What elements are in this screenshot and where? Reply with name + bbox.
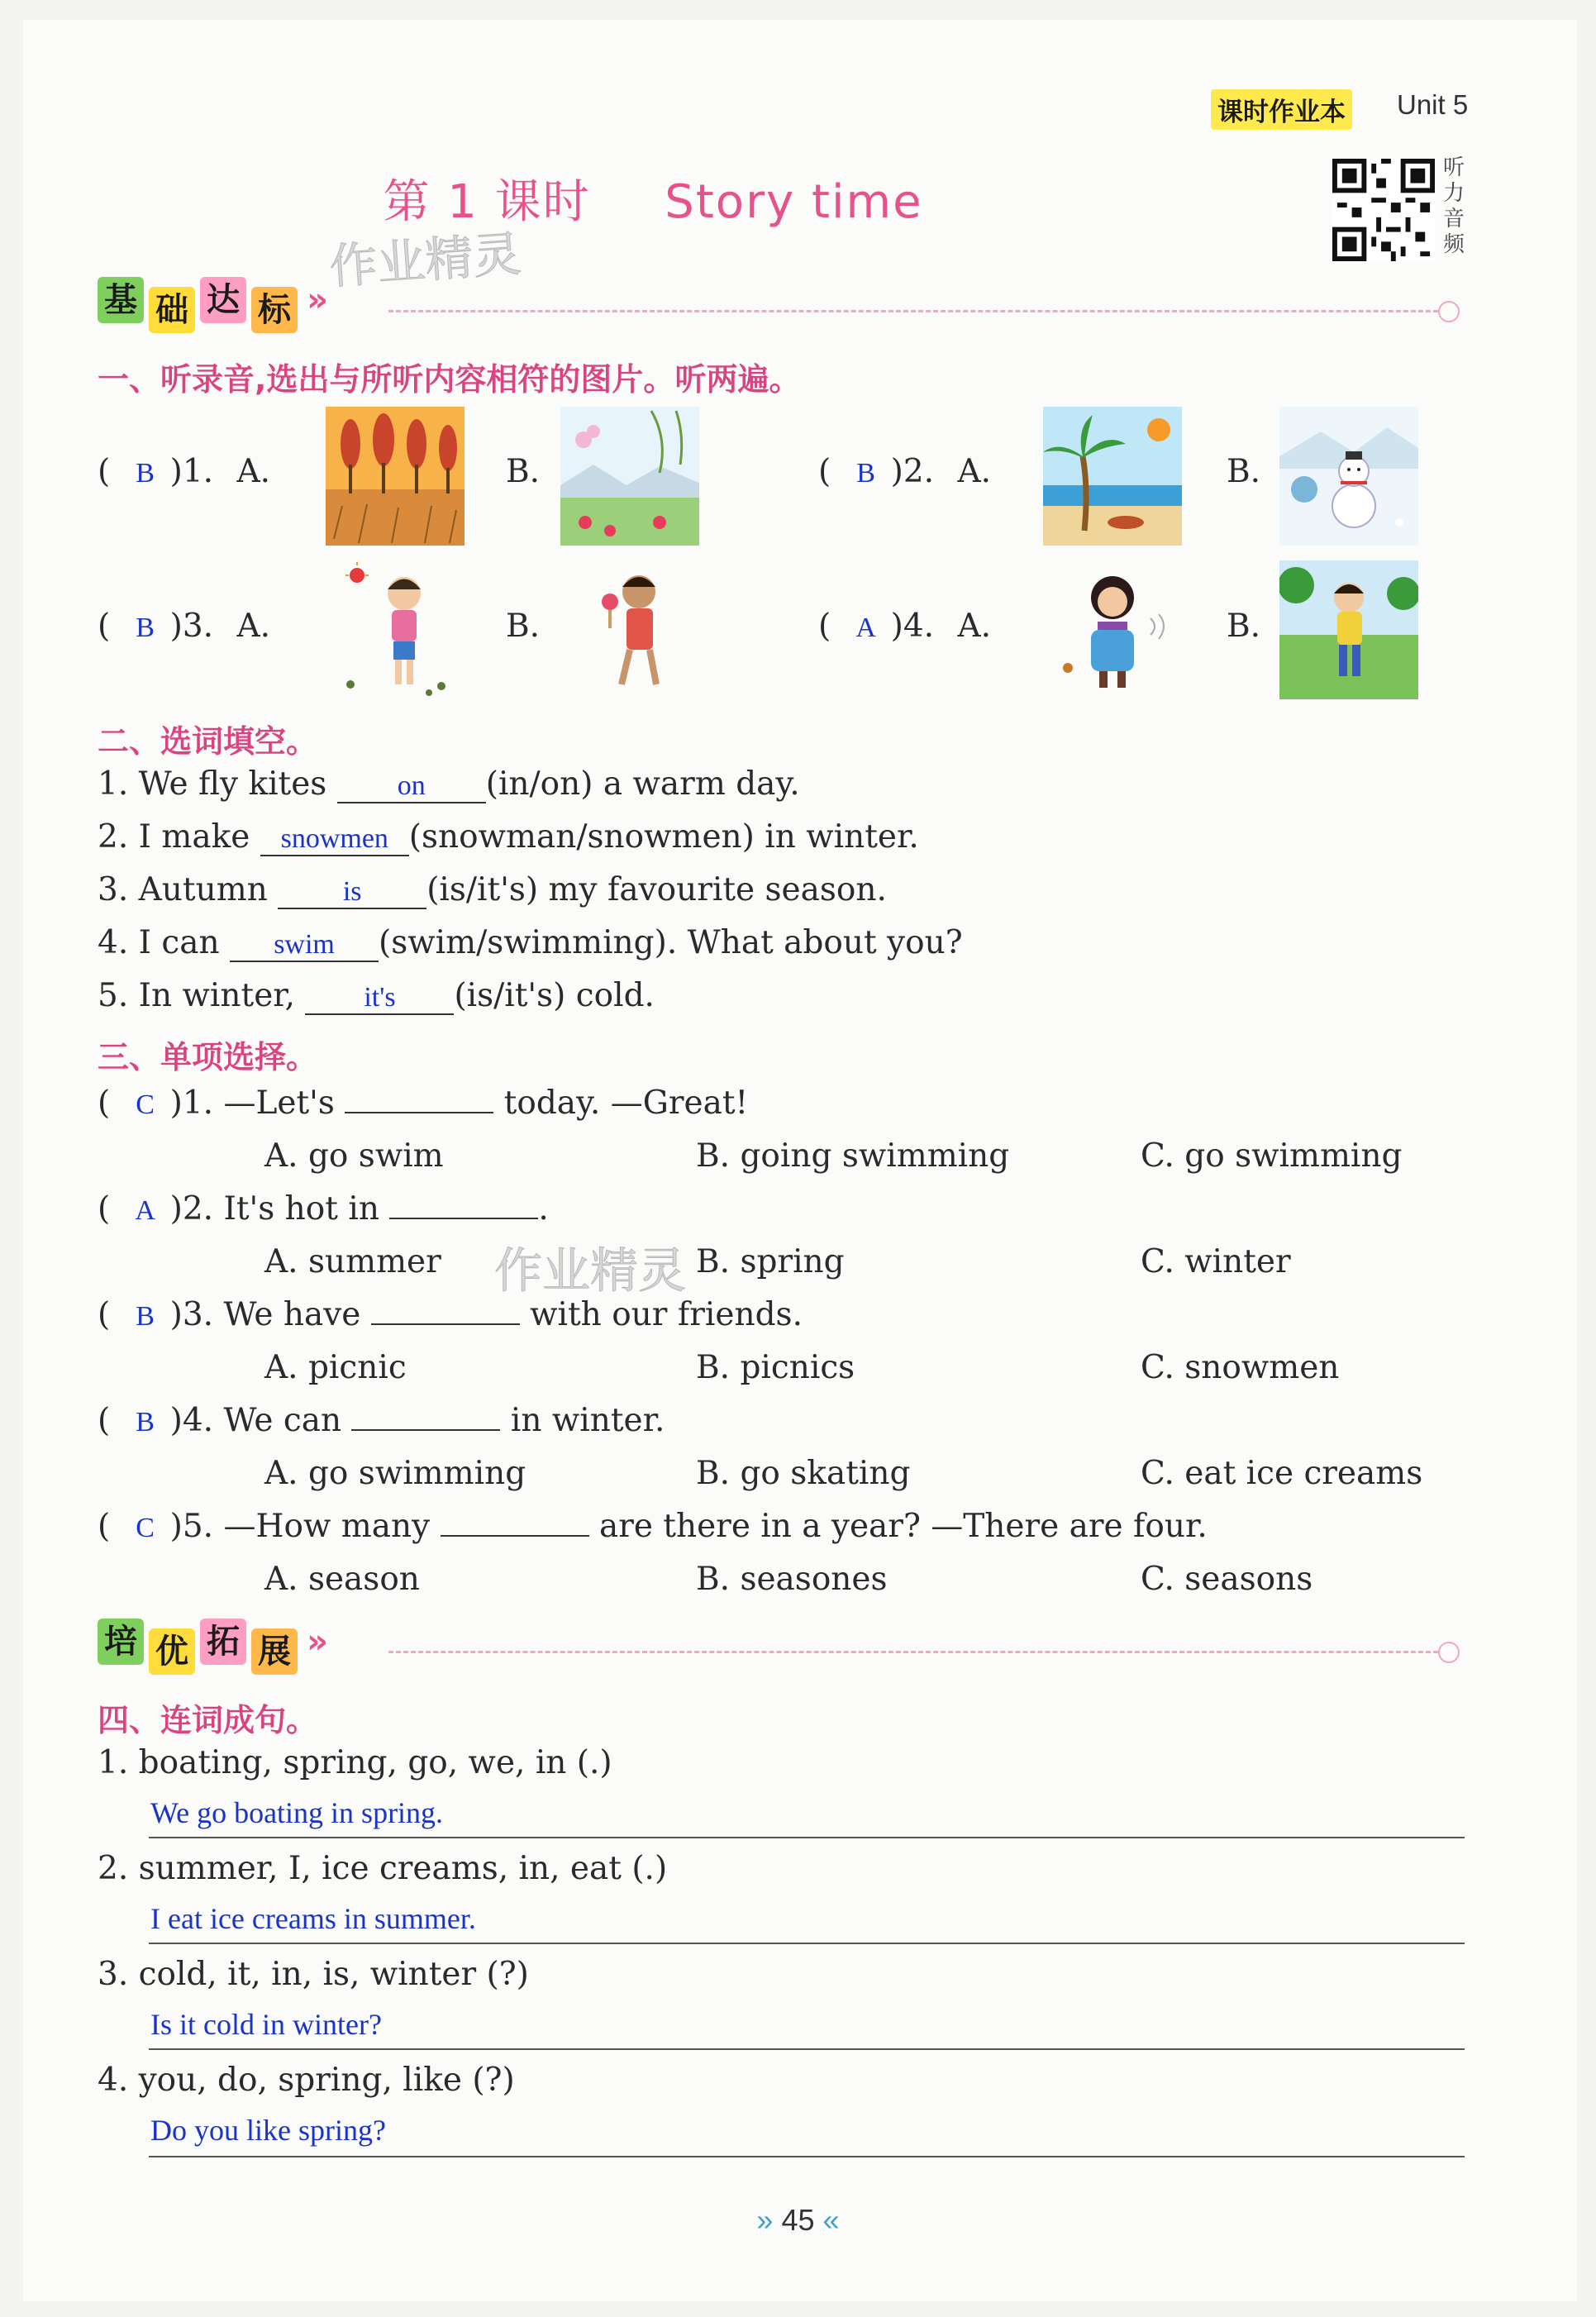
badge-char: 达 — [200, 277, 246, 323]
question-blank — [351, 1429, 500, 1431]
listen-audio-label[interactable]: 听力音频 — [1443, 155, 1465, 257]
item-number: 4. — [182, 1402, 214, 1439]
question-blank — [345, 1112, 493, 1113]
reorder-item-4 — [98, 2062, 515, 2099]
winter-snowman-picture — [1279, 407, 1418, 546]
item-number: 2. — [903, 453, 935, 490]
girl-in-winter-picture — [1043, 560, 1182, 699]
badge-char: 优 — [149, 1628, 195, 1675]
option-a[interactable]: A. picnic — [264, 1349, 407, 1386]
listen-item-2: ( B )2. A. — [818, 453, 992, 490]
badge-char: 拓 — [200, 1619, 246, 1665]
end-circle-icon — [1438, 1642, 1460, 1663]
sentence-start: I can — [138, 924, 220, 961]
answer-sentence[interactable]: Is it cold in winter? — [150, 2008, 382, 2041]
answer-line — [149, 2048, 1465, 2050]
option-b[interactable]: B. seasones — [696, 1561, 888, 1598]
autumn-trees-picture — [326, 407, 465, 546]
boy-in-spring-picture — [326, 560, 465, 699]
sentence-end: (snowman/snowmen) in winter. — [408, 818, 919, 856]
question-start: —How many — [223, 1508, 431, 1545]
option-b-label: B. — [1227, 453, 1261, 490]
answer: A — [135, 1195, 155, 1226]
item-number: 2. — [98, 818, 129, 856]
item-number: 4. — [98, 2062, 129, 2099]
fill-item-4 — [98, 924, 963, 962]
lesson-number: 第 1 课时 — [383, 175, 591, 229]
answer: A — [855, 613, 876, 643]
listen-item-3: ( B )3. A. — [98, 608, 271, 645]
answer-blank[interactable]: snowmen — [260, 823, 409, 856]
item-number: 3. — [98, 871, 129, 908]
option-a[interactable]: A. season — [264, 1561, 420, 1598]
sentence-start: In winter, — [138, 977, 296, 1014]
reorder-item-3 — [98, 1956, 529, 1993]
book-title-badge: 课时作业本 — [1211, 89, 1352, 130]
option-b-label: B. — [506, 608, 541, 645]
option-b-label: B. — [506, 453, 541, 490]
end-circle-icon — [1438, 301, 1460, 322]
boy-outdoors-picture — [1279, 560, 1418, 699]
item-number: 5. — [98, 977, 129, 1014]
answer-line — [149, 1943, 1465, 1944]
question-end: are there in a year? —There are four. — [598, 1508, 1208, 1545]
word-list: summer, I, ice creams, in, eat (.) — [138, 1850, 668, 1887]
item-number: 4. — [903, 608, 935, 645]
option-b[interactable]: B. picnics — [696, 1349, 855, 1386]
answer-blank[interactable]: on — [337, 770, 486, 803]
sentence-start: I make — [138, 818, 250, 856]
question-end: with our friends. — [530, 1296, 803, 1333]
answer-line — [149, 1837, 1465, 1838]
option-b[interactable]: B. going swimming — [696, 1137, 1010, 1175]
item-number: 5. — [182, 1508, 214, 1545]
fill-item-3 — [98, 871, 887, 909]
sentence-start: Autumn — [138, 871, 268, 908]
option-b[interactable]: B. spring — [696, 1243, 845, 1280]
section-badge-extend — [98, 1619, 328, 1676]
unit-label: Unit 5 — [1397, 89, 1469, 120]
fill-item-1 — [98, 765, 800, 803]
word-list: you, do, spring, like (?) — [138, 2062, 515, 2099]
divider — [388, 310, 1438, 312]
option-c[interactable]: C. seasons — [1141, 1561, 1313, 1598]
reorder-item-2 — [98, 1850, 667, 1887]
section-3-title: 三、单项选择。 — [98, 1039, 318, 1075]
summer-beach-picture — [1043, 407, 1182, 546]
item-number: 1. — [182, 453, 214, 490]
divider — [388, 1651, 1438, 1653]
question-blank — [389, 1218, 538, 1219]
choice-item-4: ( B )4. We can in winter. — [98, 1402, 665, 1439]
sentence-end: (is/it's) cold. — [454, 977, 655, 1014]
question-end: . — [538, 1190, 549, 1228]
option-c[interactable]: C. eat ice creams — [1141, 1455, 1423, 1492]
option-a[interactable]: A. go swim — [264, 1137, 444, 1175]
question-start: It's hot in — [223, 1190, 379, 1228]
word-list: boating, spring, go, we, in (.) — [138, 1744, 612, 1781]
sentence-end: (in/on) a warm day. — [485, 765, 800, 803]
listen-item-4: ( A )4. A. — [818, 608, 992, 645]
answer-blank[interactable]: swim — [230, 929, 379, 962]
question-start: We have — [223, 1296, 361, 1333]
answer-sentence[interactable]: I eat ice creams in summer. — [150, 1902, 476, 1935]
answer: B — [136, 1301, 155, 1332]
page-number — [0, 2203, 1596, 2238]
answer-blank[interactable]: it's — [305, 982, 454, 1015]
answer-blank[interactable]: is — [278, 876, 426, 909]
section-4-title: 四、连词成句。 — [98, 1702, 318, 1738]
lesson-name: Story time — [665, 175, 923, 229]
item-number: 4. — [98, 924, 129, 961]
badge-char: 基 — [98, 277, 144, 323]
item-number: 3. — [182, 1296, 214, 1333]
option-a[interactable]: A. go swimming — [264, 1455, 526, 1492]
section-2-title: 二、选词填空。 — [98, 723, 318, 760]
badge-char: 培 — [98, 1619, 144, 1665]
listen-item-1: ( B )1. A. — [98, 453, 271, 490]
choice-item-3: ( B )3. We have with our friends. — [98, 1296, 803, 1333]
answer: B — [856, 458, 875, 489]
item-number: 2. — [98, 1850, 129, 1887]
section-badge-basic — [98, 277, 328, 335]
sentence-start: We fly kites — [138, 765, 327, 803]
option-a[interactable]: A. summer — [264, 1243, 441, 1280]
item-number: 1. — [182, 1085, 214, 1122]
option-b-label: B. — [1227, 608, 1261, 645]
item-number: 3. — [182, 608, 214, 645]
question-end: in winter. — [510, 1402, 665, 1439]
reorder-item-1 — [98, 1744, 612, 1781]
question-start: We can — [223, 1402, 342, 1439]
word-list: cold, it, in, is, winter (?) — [138, 1956, 529, 1993]
watermark: 作业精灵 — [494, 1242, 687, 1299]
question-start: —Let's — [223, 1085, 335, 1122]
item-number: 3. — [98, 1956, 129, 1993]
choice-item-1: ( C )1. —Let's today. —Great! — [98, 1085, 749, 1122]
answer-line — [149, 2156, 1465, 2157]
section-1-title: 一、听录音,选出与所听内容相符的图片。听两遍。 — [98, 361, 801, 398]
option-c[interactable]: C. winter — [1141, 1243, 1291, 1280]
answer: C — [136, 1089, 155, 1120]
option-b[interactable]: B. go skating — [696, 1455, 911, 1492]
question-blank — [371, 1323, 520, 1325]
answer: B — [136, 613, 155, 643]
chevron-right-icon: » — [756, 2203, 774, 2237]
sentence-end: (swim/swimming). What about you? — [379, 924, 963, 961]
chevron-right-icon: » — [307, 1623, 328, 1661]
fill-item-5 — [98, 977, 655, 1015]
option-c[interactable]: C. go swimming — [1141, 1137, 1403, 1175]
qr-code-icon[interactable] — [1332, 159, 1435, 261]
option-c[interactable]: C. snowmen — [1141, 1349, 1340, 1386]
answer: C — [136, 1513, 155, 1543]
choice-item-5: ( C )5. —How many are there in a year? —There are four. — [98, 1508, 1208, 1545]
spring-flowers-picture — [560, 407, 699, 546]
badge-char: 础 — [149, 287, 195, 333]
badge-char: 标 — [251, 287, 298, 333]
fill-item-2 — [98, 818, 919, 856]
answer: B — [136, 458, 155, 489]
badge-char: 展 — [251, 1628, 298, 1675]
watermark: 作业精灵 — [327, 225, 523, 295]
page-title — [0, 165, 1306, 231]
answer-sentence[interactable]: We go boating in spring. — [150, 1796, 444, 1829]
sentence-end: (is/it's) my favourite season. — [426, 871, 887, 908]
chevron-left-icon: « — [822, 2203, 840, 2237]
question-blank — [441, 1535, 589, 1537]
chevron-right-icon: » — [307, 281, 328, 319]
item-number: 1. — [98, 765, 129, 803]
choice-item-2: ( A )2. It's hot in . — [98, 1190, 549, 1228]
answer-sentence[interactable]: Do you like spring? — [150, 2114, 386, 2147]
item-number: 1. — [98, 1744, 129, 1781]
item-number: 2. — [182, 1190, 214, 1228]
page-number-value: 45 — [781, 2203, 815, 2237]
answer: B — [136, 1407, 155, 1437]
boy-with-ice-cream-picture — [560, 560, 699, 699]
question-end: today. —Great! — [503, 1085, 749, 1122]
